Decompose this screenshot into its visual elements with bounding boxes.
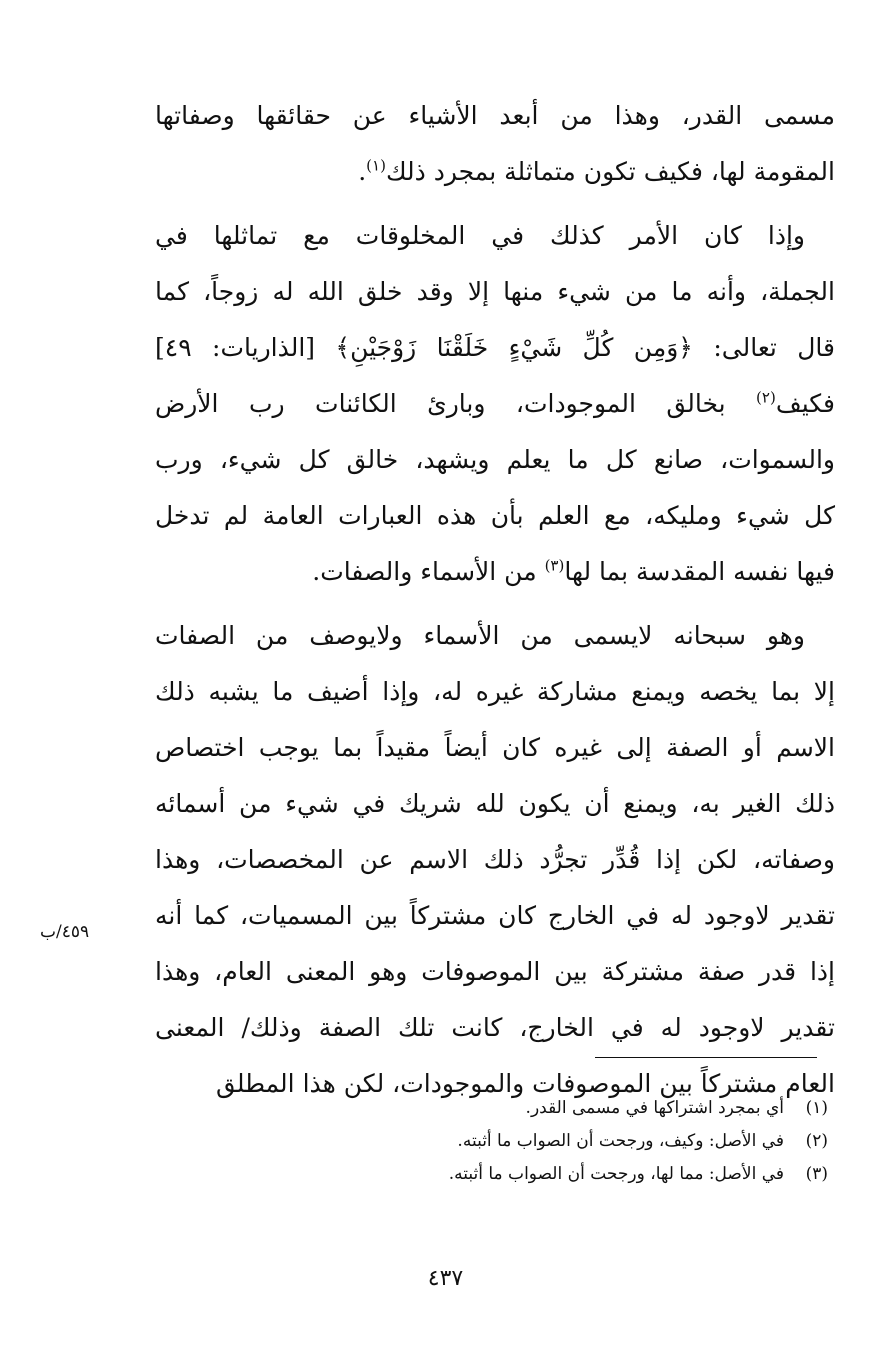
footnote-number: (٢)	[805, 1131, 828, 1151]
footnote-item	[300, 1125, 828, 1158]
footnote-marker: (٣)	[544, 556, 565, 575]
text-line: قال تعالى: ﴿وَمِن كُلِّ شَيْءٍ خَلَقْنَا زَوْجَيْنِ﴾ [الذاريات: ٤٩]	[155, 333, 835, 362]
text-line: إلا بما يخصه ويمنع مشاركة غيره له، وإذا أضيف ما يشبه ذلك	[155, 677, 835, 706]
text-line: وإذا كان الأمر كذلك في المخلوقات مع تماثلها في	[155, 221, 805, 250]
text-line: فكيف$^{(٢)}$ بخالق الموجودات، وبارئ الكائنات رب الأرض	[155, 388, 835, 418]
text-line: كل شيء ومليكه، مع العلم بأن هذه العبارات العامة لم تدخل	[155, 501, 835, 530]
footnote-separator	[595, 1057, 817, 1058]
footnote-marker: (١)	[366, 156, 386, 175]
footnote-text: أي بمجرد اشتراكها في مسمى القدر.	[525, 1098, 784, 1118]
text-line: وصفاته، لكن إذا قُدِّر تجرُّد ذلك الاسم عن المخصصات، وهذا	[155, 845, 835, 874]
footnote-marker: (٢)	[756, 388, 776, 407]
text-line: تقدير لاوجود له في الخارج، كانت تلك الصفة وذلك/ المعنى	[155, 1013, 835, 1042]
footnote-number: (٣)	[805, 1164, 828, 1184]
text-line: الجملة، وأنه ما من شيء منها إلا وقد خلق الله له زوجاً، كما	[155, 277, 835, 306]
page-number: ٤٣٧	[427, 1266, 464, 1291]
text-line: الاسم أو الصفة إلى غيره كان أيضاً مقيداً بما يوجب اختصاص	[155, 733, 835, 762]
footnote-item	[300, 1158, 828, 1191]
text-line: إذا قدر صفة مشتركة بين الموصوفات وهو المعنى العام، وهذا	[155, 957, 835, 986]
text-line: مسمى القدر، وهذا من أبعد الأشياء عن حقائقها وصفاتها	[155, 101, 835, 130]
footnote-item	[300, 1092, 828, 1125]
main-text	[155, 88, 835, 1112]
text-line: ذلك الغير به، ويمنع أن يكون لله شريك في شيء من أسمائه	[155, 789, 835, 818]
footnote-text: في الأصل: وكيف، ورجحت أن الصواب ما أثبته.	[457, 1131, 784, 1151]
footnote-number: (١)	[805, 1098, 828, 1118]
manuscript-folio-note: ٤٥٩/ب	[40, 922, 90, 942]
text-line: تقدير لاوجود له في الخارج كان مشتركاً بين المسميات، كما أنه	[155, 901, 835, 930]
text-line: العام مشتركاً بين الموصوفات والموجودات، لكن هذا المطلق	[215, 1069, 835, 1098]
footnote-text: في الأصل: مما لها، ورجحت أن الصواب ما أثبته.	[448, 1164, 784, 1184]
text-line: والسموات، صانع كل ما يعلم ويشهد، خالق كل شيء، ورب	[155, 445, 835, 474]
text-line: وهو سبحانه لايسمى من الأسماء ولايوصف من الصفات	[155, 621, 805, 650]
footnotes	[300, 1092, 828, 1191]
text-line: المقومة لها، فكيف تكون متماثلة بمجرد ذلك$^{(١)}$.	[358, 156, 835, 186]
text-line: فيها نفسه المقدسة بما لها$^{(٣)}$ من الأسماء والصفات.	[312, 556, 835, 586]
